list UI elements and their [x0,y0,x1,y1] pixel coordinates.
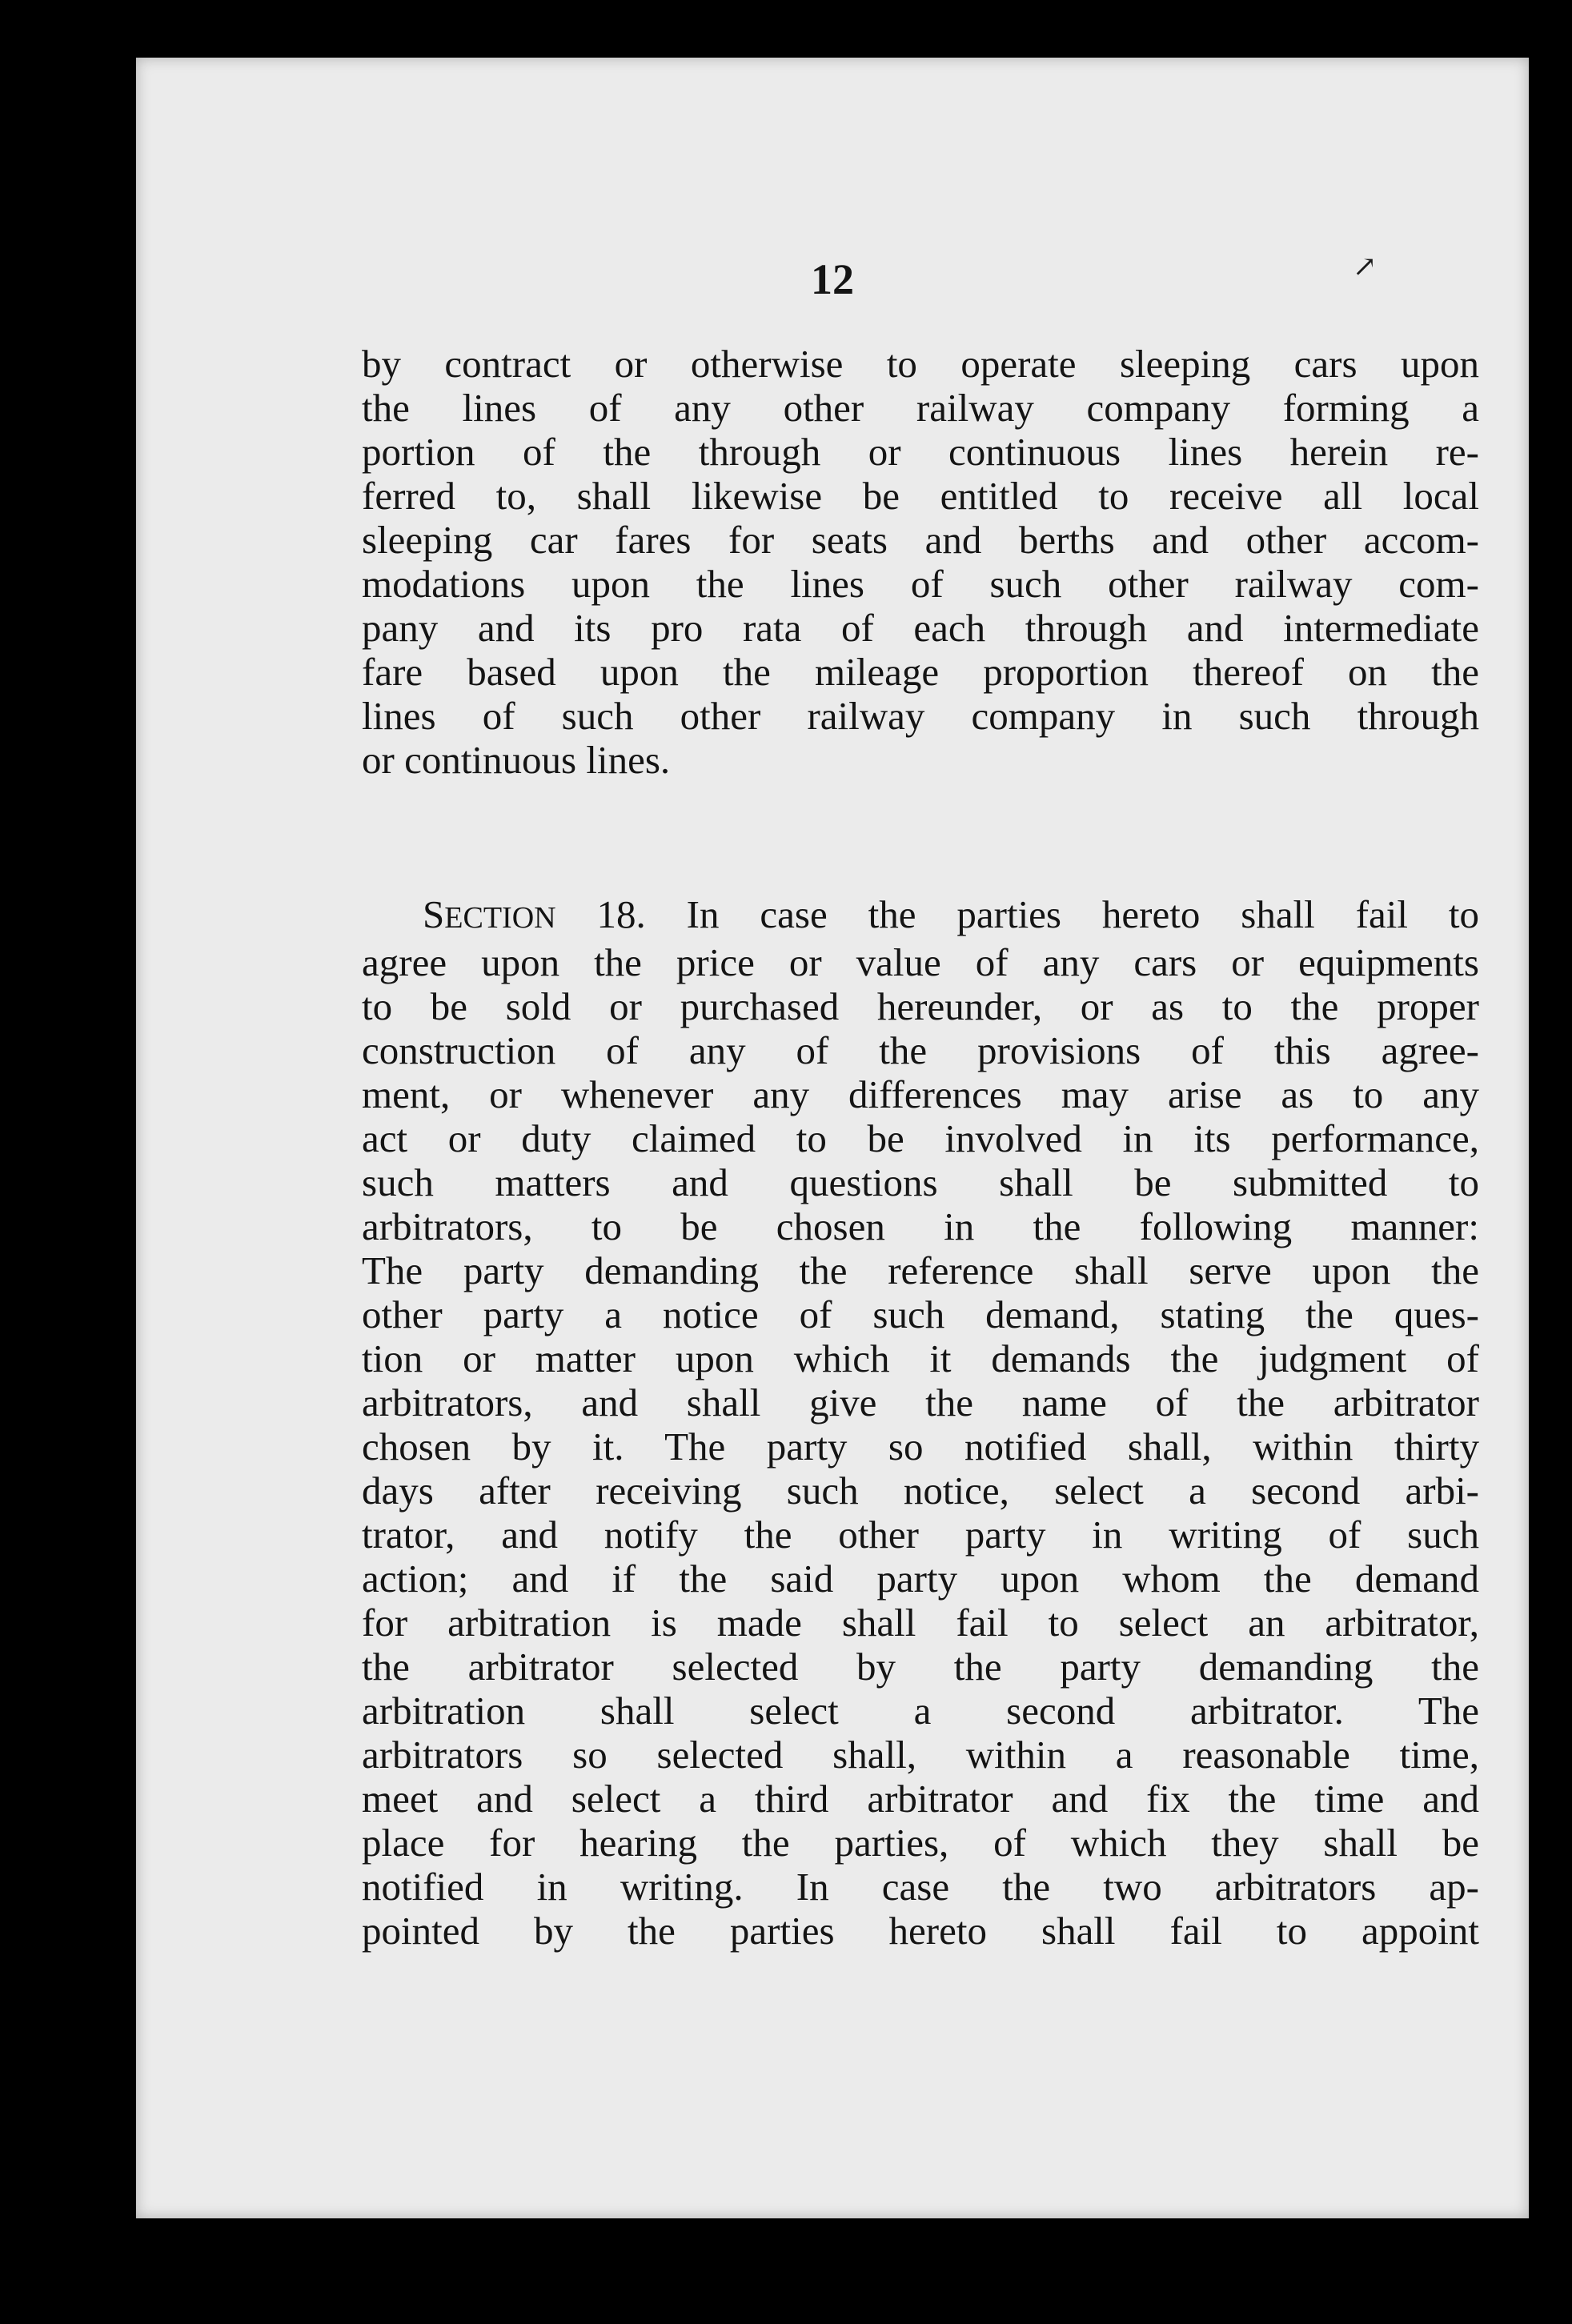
section-18-paragraph [362,892,1479,1953]
text-line: pointed by the parties hereto shall fail to appoint [362,1909,1479,1953]
text-line: chosen by it. The party so notified shall, within thirty [362,1424,1479,1469]
text-line: pany and its pro rata of each through and intermediate [362,606,1479,650]
text-line: tion or matter upon which it demands the judgment of [362,1336,1479,1380]
section-heading-rest: ECTION [444,901,556,935]
text-line: lines of such other railway company in such through [362,694,1479,738]
text-line: meet and select a third arbitrator and fix the time and [362,1777,1479,1821]
section-number: 18. [596,892,646,936]
text-line: construction of any of the provisions of this agree- [362,1028,1479,1072]
first-line-text: In case the parties hereto shall fail to [686,892,1480,936]
text-line: arbitrators, to be chosen in the following manner: [362,1204,1479,1248]
text-line: or continuous lines. [362,738,671,782]
text-line: such matters and questions shall be submitted to [362,1160,1479,1204]
document-page [136,58,1529,2218]
text-line: notified in writing. In case the two arbitrators ap- [362,1865,1479,1909]
section-18-first-line [362,892,1479,940]
section-heading-initial: S [423,892,445,936]
text-line: agree upon the price or value of any cars or equipments [362,940,1479,984]
text-line: the lines of any other railway company forming a [362,386,1479,430]
ink-mark: ↗ [1353,250,1378,282]
text-line: portion of the through or continuous lines herein re- [362,430,1479,474]
text-line: arbitrators so selected shall, within a reasonable time, [362,1733,1479,1777]
text-line: action; and if the said party upon whom the demand [362,1557,1479,1601]
text-line: act or duty claimed to be involved in its performance, [362,1116,1479,1160]
text-line: The party demanding the reference shall serve upon the [362,1248,1479,1292]
text-line: fare based upon the mileage proportion thereof on the [362,650,1479,694]
paragraph-continuation [362,342,1479,782]
text-line: the arbitrator selected by the party demanding the [362,1645,1479,1689]
text-line: ferred to, shall likewise be entitled to receive all local [362,474,1479,518]
text-line: to be sold or purchased hereunder, or as to the proper [362,984,1479,1028]
text-line: trator, and notify the other party in writing of such [362,1513,1479,1557]
text-line: for arbitration is made shall fail to select an arbitrator, [362,1601,1479,1645]
text-line: other party a notice of such demand, stating the ques- [362,1292,1479,1336]
page-number: 12 [811,255,854,303]
text-line: by contract or otherwise to operate sleeping cars upon [362,342,1479,386]
text-line: sleeping car fares for seats and berths and other accom- [362,518,1479,562]
text-line: arbitrators, and shall give the name of the arbitrator [362,1380,1479,1424]
text-line: modations upon the lines of such other railway com- [362,562,1479,606]
text-line: place for hearing the parties, of which they shall be [362,1821,1479,1865]
text-line: days after receiving such notice, select a second arbi- [362,1469,1479,1513]
text-line: ment, or whenever any differences may arise as to any [362,1072,1479,1116]
text-line: arbitration shall select a second arbitrator. The [362,1689,1479,1733]
section-heading [423,892,646,936]
